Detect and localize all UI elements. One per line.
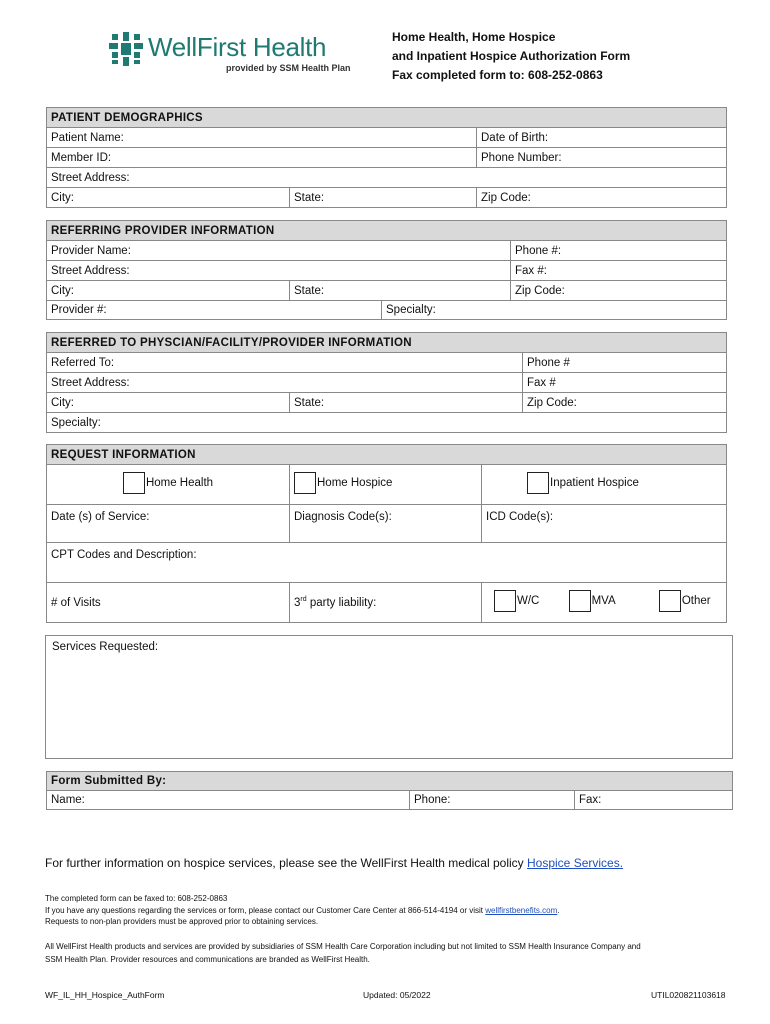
- note-questions-end: .: [557, 906, 560, 915]
- mva-checkbox[interactable]: [569, 590, 591, 612]
- referred-city-field[interactable]: City:: [47, 393, 290, 413]
- referred-specialty-field[interactable]: Specialty:: [47, 413, 727, 433]
- cpt-codes-field[interactable]: CPT Codes and Description:: [47, 543, 727, 583]
- phone-number-field[interactable]: Phone Number:: [477, 148, 727, 168]
- patient-zip-field[interactable]: Zip Code:: [477, 188, 727, 208]
- services-requested-field[interactable]: [45, 635, 733, 759]
- wellfirst-benefits-link[interactable]: wellfirstbenefits.com: [485, 906, 558, 915]
- note-questions-text: If you have any questions regarding the services or form, please contact our Customer Care Center at 866-514-4194 or visit: [45, 906, 486, 915]
- inpatient-hospice-label: Inpatient Hospice: [550, 477, 639, 489]
- note-disclaimer-2: SSM Health Plan. Provider resources and communications are branded as WellFirst Health.: [45, 955, 370, 964]
- referred-phone-field[interactable]: Phone #: [523, 353, 727, 373]
- footer-code: UTIL020821103618: [651, 990, 726, 1000]
- inpatient-hospice-checkbox[interactable]: [527, 472, 549, 494]
- submitter-fax-field[interactable]: Fax:: [575, 791, 733, 810]
- third-party-suffix: party liability:: [306, 596, 377, 609]
- form-title-line1: Home Health, Home Hospice: [392, 30, 556, 44]
- form-title: [392, 28, 630, 85]
- home-hospice-option: [290, 465, 482, 505]
- date-of-birth-field[interactable]: Date of Birth:: [477, 128, 727, 148]
- referring-provider-table: [46, 220, 727, 320]
- home-hospice-label: Home Hospice: [317, 477, 393, 489]
- referred-to-heading: REFERRED TO PHYSCIAN/FACILITY/PROVIDER INFORMATION: [47, 333, 727, 353]
- note-disclaimer-1: All WellFirst Health products and services are provided by subsidiaries of SSM Health Care Corporation including but not limited to SSM Health Insurance Company and: [45, 942, 641, 951]
- footer-form-id: WF_IL_HH_Hospice_AuthForm: [45, 990, 165, 1000]
- note-non-plan: Requests to non-plan providers must be approved prior to obtaining services.: [45, 917, 319, 926]
- provider-specialty-field[interactable]: Specialty:: [382, 301, 727, 320]
- patient-demographics-table: [46, 107, 727, 208]
- wc-checkbox[interactable]: [494, 590, 516, 612]
- home-hospice-checkbox[interactable]: [294, 472, 316, 494]
- inpatient-hospice-option: [482, 465, 727, 505]
- referring-provider-heading: REFERRING PROVIDER INFORMATION: [47, 221, 727, 241]
- form-title-line2: and Inpatient Hospice Authorization Form: [392, 49, 631, 63]
- patient-demographics-heading: PATIENT DEMOGRAPHICS: [47, 108, 727, 128]
- patient-city-field[interactable]: City:: [47, 188, 290, 208]
- services-requested-label: Services Requested:: [52, 641, 159, 653]
- provider-number-field[interactable]: Provider #:: [47, 301, 382, 320]
- icd-codes-field[interactable]: ICD Code(s):: [482, 505, 727, 543]
- logo-text: WellFirst Health: [148, 32, 327, 62]
- third-party-prefix: 3: [294, 596, 301, 609]
- patient-name-field[interactable]: Patient Name:: [47, 128, 477, 148]
- number-of-visits-field[interactable]: # of Visits: [47, 583, 290, 623]
- provider-fax-field[interactable]: Fax #:: [511, 261, 727, 281]
- dates-of-service-field[interactable]: Date (s) of Service:: [47, 505, 290, 543]
- referred-zip-field[interactable]: Zip Code:: [523, 393, 727, 413]
- submitter-phone-field[interactable]: Phone:: [410, 791, 575, 810]
- mva-label: MVA: [591, 595, 616, 607]
- referred-state-field[interactable]: State:: [290, 393, 523, 413]
- provider-phone-field[interactable]: Phone #:: [511, 241, 727, 261]
- home-health-checkbox[interactable]: [123, 472, 145, 494]
- note-questions: [45, 905, 560, 916]
- further-information-body: For further information on hospice services, please see the WellFirst Health medical policy: [45, 856, 527, 870]
- other-label: Other: [681, 595, 711, 607]
- provider-name-field[interactable]: Provider Name:: [47, 241, 511, 261]
- provider-city-field[interactable]: City:: [47, 281, 290, 301]
- home-health-option: [47, 465, 290, 505]
- provider-street-field[interactable]: Street Address:: [47, 261, 511, 281]
- provider-state-field[interactable]: State:: [290, 281, 511, 301]
- third-party-liability-label: [290, 583, 482, 623]
- form-title-line3: Fax completed form to: 608-252-0863: [392, 68, 603, 82]
- form-submitted-table: [46, 771, 733, 810]
- provider-zip-field[interactable]: Zip Code:: [511, 281, 727, 301]
- patient-state-field[interactable]: State:: [290, 188, 477, 208]
- request-information-heading: REQUEST INFORMATION: [47, 445, 727, 465]
- liability-options: [482, 583, 727, 623]
- referred-street-field[interactable]: Street Address:: [47, 373, 523, 393]
- member-id-field[interactable]: Member ID:: [47, 148, 477, 168]
- patient-street-field[interactable]: Street Address:: [47, 168, 727, 188]
- note-fax: The completed form can be faxed to: 608-252-0863: [45, 894, 228, 903]
- referred-to-table: [46, 332, 727, 433]
- home-health-label: Home Health: [145, 477, 214, 489]
- wc-label: W/C: [517, 595, 540, 607]
- diagnosis-codes-field[interactable]: Diagnosis Code(s):: [290, 505, 482, 543]
- hospice-services-link[interactable]: Hospice Services.: [527, 856, 624, 870]
- logo-subtitle: provided by SSM Health Plan: [226, 63, 351, 73]
- footer-updated: Updated: 05/2022: [363, 990, 431, 1000]
- referred-to-field[interactable]: Referred To:: [47, 353, 523, 373]
- form-submitted-heading: Form Submitted By:: [47, 772, 733, 791]
- request-information-table: [46, 444, 727, 623]
- logo-mark: [108, 31, 144, 67]
- other-checkbox[interactable]: [659, 590, 681, 612]
- further-information-text: [45, 856, 623, 870]
- referred-fax-field[interactable]: Fax #: [523, 373, 727, 393]
- third-party-sup: rd: [300, 596, 307, 604]
- submitter-name-field[interactable]: Name:: [47, 791, 410, 810]
